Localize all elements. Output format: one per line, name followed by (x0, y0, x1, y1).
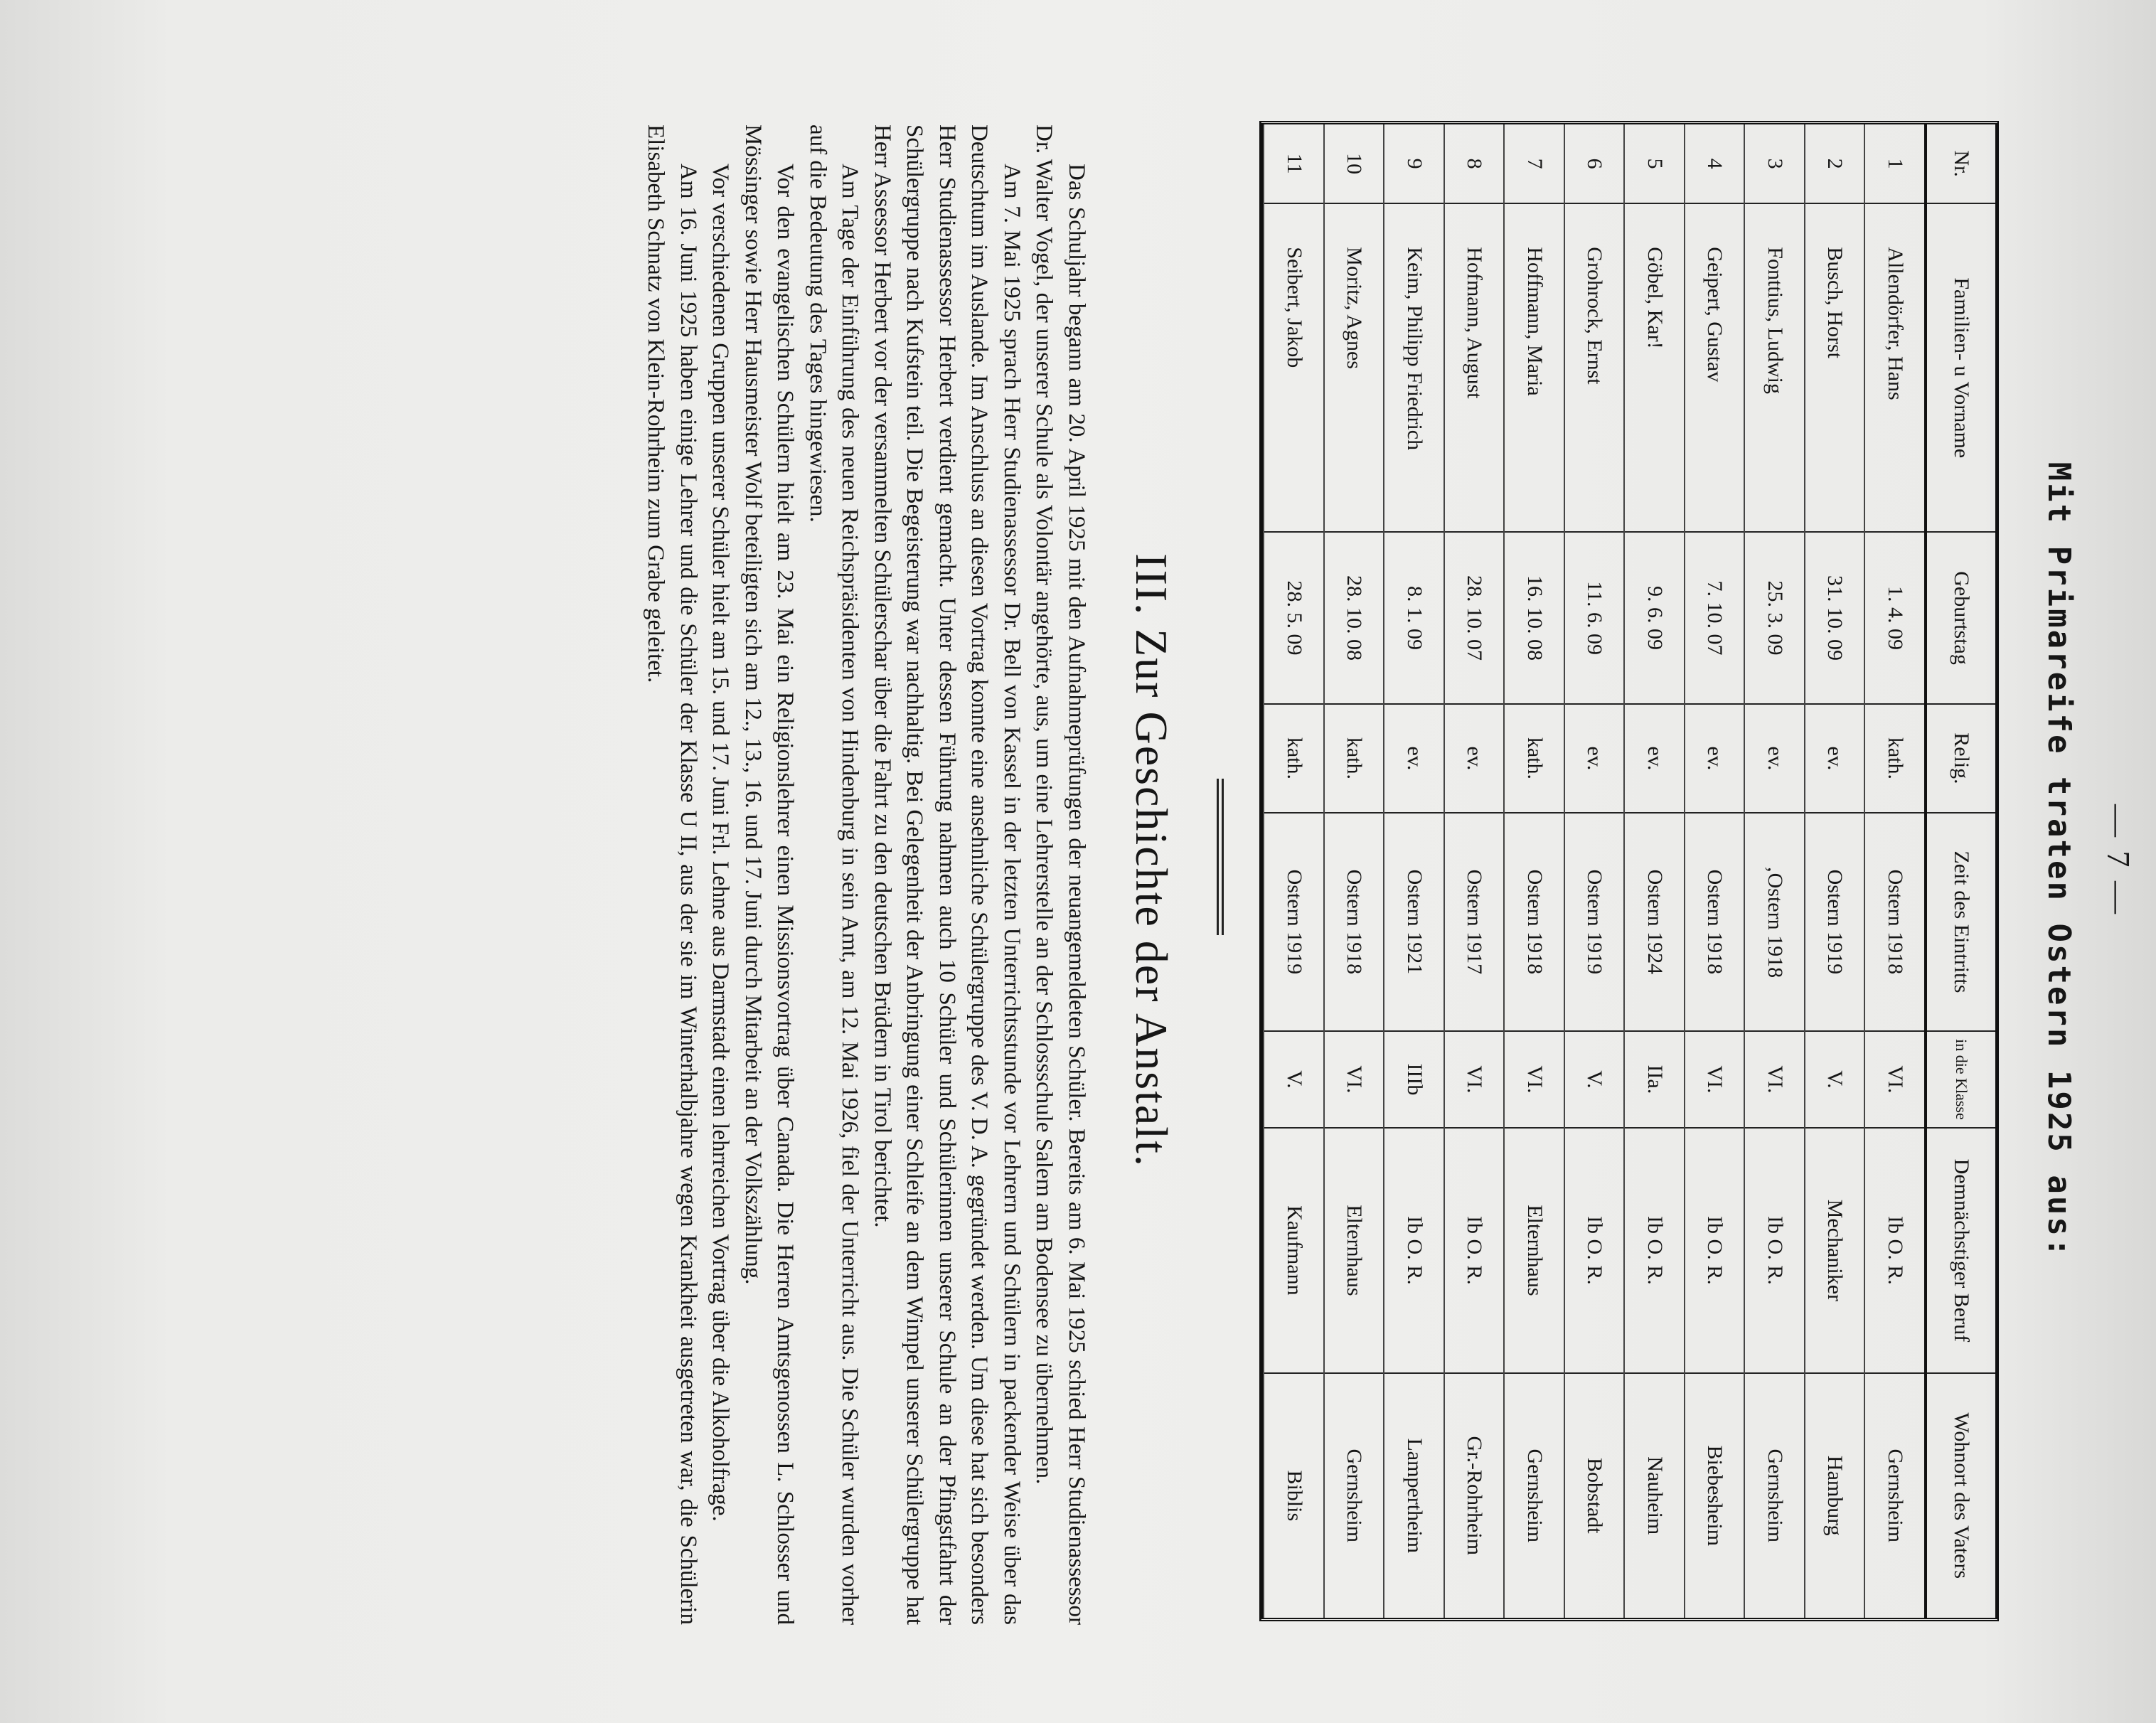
cell-entry: Ostern 1918 (1685, 813, 1745, 1031)
page-number: — 7 — (2101, 804, 2137, 917)
cell-profession: Ib O. R. (1865, 1128, 1926, 1372)
cell-name: Hofmann, August (1444, 203, 1505, 532)
table-row (1564, 124, 1625, 1618)
table-title: Mit Primareife traten Ostern 1925 aus: (2041, 462, 2077, 1259)
cell-profession: Ib O. R. (1384, 1128, 1445, 1372)
cell-profession: Ib O. R. (1564, 1128, 1625, 1372)
cell-name: Moritz, Agnes (1324, 203, 1384, 532)
header-profession: Demnächstiger Beruf (1926, 1128, 1995, 1372)
cell-birthday: 11. 6. 09 (1564, 532, 1625, 704)
cell-religion: kath. (1505, 704, 1565, 813)
cell-residence: Gr.-Rohrheim (1444, 1373, 1505, 1618)
cell-residence: Biblis (1264, 1373, 1325, 1618)
cell-name: Seibert, Jakob (1264, 203, 1325, 532)
cell-birthday: 16. 10. 08 (1505, 532, 1565, 704)
cell-entry: Ostern 1921 (1384, 813, 1445, 1031)
cell-birthday: 9. 6. 09 (1625, 532, 1685, 704)
cell-class: IIa. (1625, 1031, 1685, 1129)
cell-nr: 9 (1384, 124, 1445, 203)
cell-nr: 8 (1444, 124, 1505, 203)
paragraph: Am Tage der Einführung des neuen Reichspräsidenten von Hindenburg in sein Amt, am 12. Mai 1926, fiel der Unterricht aus. Die Schüler wurden vorher auf die Bedeutung des Tages hingewiesen. (805, 124, 863, 1625)
cell-residence: Nauheim (1625, 1373, 1685, 1618)
cell-name: Grohrock, Ernst (1564, 203, 1625, 532)
section-body (639, 124, 1092, 1625)
cell-residence: Hamburg (1805, 1373, 1865, 1618)
table-row (1745, 124, 1805, 1618)
cell-entry: Ostern 1918 (1324, 813, 1384, 1031)
table-row (1324, 124, 1384, 1618)
header-nr: Nr. (1926, 124, 1995, 203)
cell-residence: Gernsheim (1324, 1373, 1384, 1618)
cell-class: VI. (1505, 1031, 1565, 1129)
cell-birthday: 1. 4. 09 (1865, 532, 1926, 704)
cell-profession: Ib O. R. (1444, 1128, 1505, 1372)
graduates-table (1260, 121, 2000, 1621)
header-residence: Wohnort des Vaters (1926, 1373, 1995, 1618)
cell-birthday: 28. 5. 09 (1264, 532, 1325, 704)
table-row (1264, 124, 1325, 1618)
cell-birthday: 8. 1. 09 (1384, 532, 1445, 704)
cell-nr: 6 (1564, 124, 1625, 203)
paragraph: Vor verschiedenen Gruppen unserer Schüler hielt am 15. und 17. Juni Frl. Lehne aus Darmstadt einen lehrreichen Vortrag über die Alkoholfrage. (708, 164, 734, 1522)
cell-religion: kath. (1264, 704, 1325, 813)
cell-nr: 1 (1865, 124, 1926, 203)
cell-class: V. (1564, 1031, 1625, 1129)
paragraph: Am 7. Mai 1925 sprach Herr Studienassessor Dr. Bell von Kassel in der letzten Unterrichtsstunde vor Lehrern und Schülern in packender Weise über das Deutschtum im Auslande. Im Anschluss an diesen Vortrag konnte eine ansehnliche Schülergruppe des V. D. A. gegründet werden. Um diese hat sich besonders Herr Studienassessor Herbert verdient gemacht. Unter dessen Führung nahmen auch 10 Schüler und Schülerinnen unserer Schule an der Pfingstfahrt der Schülergruppe nach Kufstein teil. Die Begeisterung war nachhaltig. Bei Gelegenheit der Anbringung einer Schleife an dem Wimpel unserer Schülergruppe hat Herr Assessor Herbert vor der versammelten Schülerschar über die Fahrt zu den deutschen Brüdern in Tirol berichtet. (870, 124, 1025, 1625)
cell-residence: Lampertheim (1384, 1373, 1445, 1618)
cell-class: VI. (1745, 1031, 1805, 1129)
rotated-page-content (146, 43, 2138, 1678)
cell-entry: Ostern 1919 (1264, 813, 1325, 1031)
cell-nr: 11 (1264, 124, 1325, 203)
cell-birthday: 28. 10. 08 (1324, 532, 1384, 704)
cell-birthday: 7. 10. 07 (1685, 532, 1745, 704)
cell-class: IIIb (1384, 1031, 1445, 1129)
cell-profession: Ib O. R. (1685, 1128, 1745, 1372)
cell-name: Allendörfer, Hans (1865, 203, 1926, 532)
cell-name: Keim, Philipp Friedrich (1384, 203, 1445, 532)
paragraph: Das Schuljahr begann am 20. April 1925 mit den Aufnahmeprüfungen der neuangemeldeten Schüler. Bereits am 6. Mai 1925 schied Herr Studienassessor Dr. Walter Vogel, der unserer Schule als Volontär angehörte, aus, um eine Lehrerstelle an der Schlossschule Salem am Bodensee zu übernehmen. (1031, 124, 1089, 1625)
paragraph: Vor den evangelischen Schülern hielt am 23. Mai ein Religionslehrer einen Missionsvortrag über Canada. Die Herren Amtsgenossen L. Schlosser und Mössinger sowie Herr Hausmeister Wolf beteiligten sich am 12., 13., 16. und 17. Juni durch Mitarbeit an der Volkszählung. (740, 124, 799, 1625)
table-row (1625, 124, 1685, 1618)
header-name: Familien- u Vorname (1926, 203, 1995, 532)
cell-profession: Elternhaus (1324, 1128, 1384, 1372)
cell-religion: kath. (1865, 704, 1926, 813)
cell-residence: Gernsheim (1745, 1373, 1805, 1618)
header-entry: Zeit des Eintritts (1926, 813, 1995, 1031)
cell-name: Göbel, Kar! (1625, 203, 1685, 532)
cell-class: VI. (1324, 1031, 1384, 1129)
cell-profession: Ib O. R. (1625, 1128, 1685, 1372)
cell-religion: ev. (1625, 704, 1685, 813)
cell-name: Busch, Horst (1805, 203, 1865, 532)
cell-residence: Biebesheim (1685, 1373, 1745, 1618)
cell-nr: 3 (1745, 124, 1805, 203)
cell-religion: ev. (1805, 704, 1865, 813)
cell-religion: kath. (1324, 704, 1384, 813)
cell-nr: 7 (1505, 124, 1565, 203)
table-row (1444, 124, 1505, 1618)
cell-entry: Ostern 1918 (1865, 813, 1926, 1031)
table-header-row (1926, 124, 1995, 1618)
table-body (1264, 124, 1926, 1618)
cell-religion: ev. (1384, 704, 1445, 813)
cell-religion: ev. (1685, 704, 1745, 813)
cell-entry: Ostern 1919 (1564, 813, 1625, 1031)
cell-name: Hoffmann, Maria (1505, 203, 1565, 532)
section-title: III. Zur Geschichte der Anstalt. (1126, 553, 1177, 1168)
header-class: in die Klasse (1926, 1031, 1995, 1129)
section-divider (1217, 779, 1224, 935)
table-row (1685, 124, 1745, 1618)
cell-class: V. (1264, 1031, 1325, 1129)
cell-nr: 4 (1685, 124, 1745, 203)
cell-profession: Mechaniker (1805, 1128, 1865, 1372)
cell-birthday: 28. 10. 07 (1444, 532, 1505, 704)
cell-entry: Ostern 1924 (1625, 813, 1685, 1031)
cell-name: Fonttius, Ludwig (1745, 203, 1805, 532)
header-birthday: Geburtstag (1926, 532, 1995, 704)
cell-entry: Ostern 1918 (1505, 813, 1565, 1031)
cell-birthday: 25. 3. 09 (1745, 532, 1805, 704)
table-row (1384, 124, 1445, 1618)
cell-residence: Bobstadt (1564, 1373, 1625, 1618)
table-row (1805, 124, 1865, 1618)
cell-religion: ev. (1564, 704, 1625, 813)
cell-religion: ev. (1444, 704, 1505, 813)
cell-name: Geipert, Gustav (1685, 203, 1745, 532)
header-religion: Relig. (1926, 704, 1995, 813)
cell-class: VI. (1685, 1031, 1745, 1129)
table-row (1865, 124, 1926, 1618)
cell-residence: Gernsheim (1865, 1373, 1926, 1618)
cell-birthday: 31. 10. 09 (1805, 532, 1865, 704)
cell-entry: ‚Ostern 1918 (1745, 813, 1805, 1031)
cell-profession: Elternhaus (1505, 1128, 1565, 1372)
cell-nr: 2 (1805, 124, 1865, 203)
cell-entry: Ostern 1919 (1805, 813, 1865, 1031)
cell-residence: Gernsheim (1505, 1373, 1565, 1618)
paragraph: Am 16. Juni 1925 haben einige Lehrer und die Schüler der Klasse U II, aus der sie im Winterhalbjahre wegen Krankheit ausgetreten war, die Schülerin Elisabeth Schnatz von Klein-Rohrheim zum Grabe geleitet. (643, 124, 701, 1625)
cell-entry: Ostern 1917 (1444, 813, 1505, 1031)
cell-class: V. (1805, 1031, 1865, 1129)
cell-religion: ev. (1745, 704, 1805, 813)
cell-nr: 5 (1625, 124, 1685, 203)
cell-nr: 10 (1324, 124, 1384, 203)
cell-profession: Ib O. R. (1745, 1128, 1805, 1372)
cell-profession: Kaufmann (1264, 1128, 1325, 1372)
cell-class: VI. (1444, 1031, 1505, 1129)
cell-class: VI. (1865, 1031, 1926, 1129)
table-row (1505, 124, 1565, 1618)
